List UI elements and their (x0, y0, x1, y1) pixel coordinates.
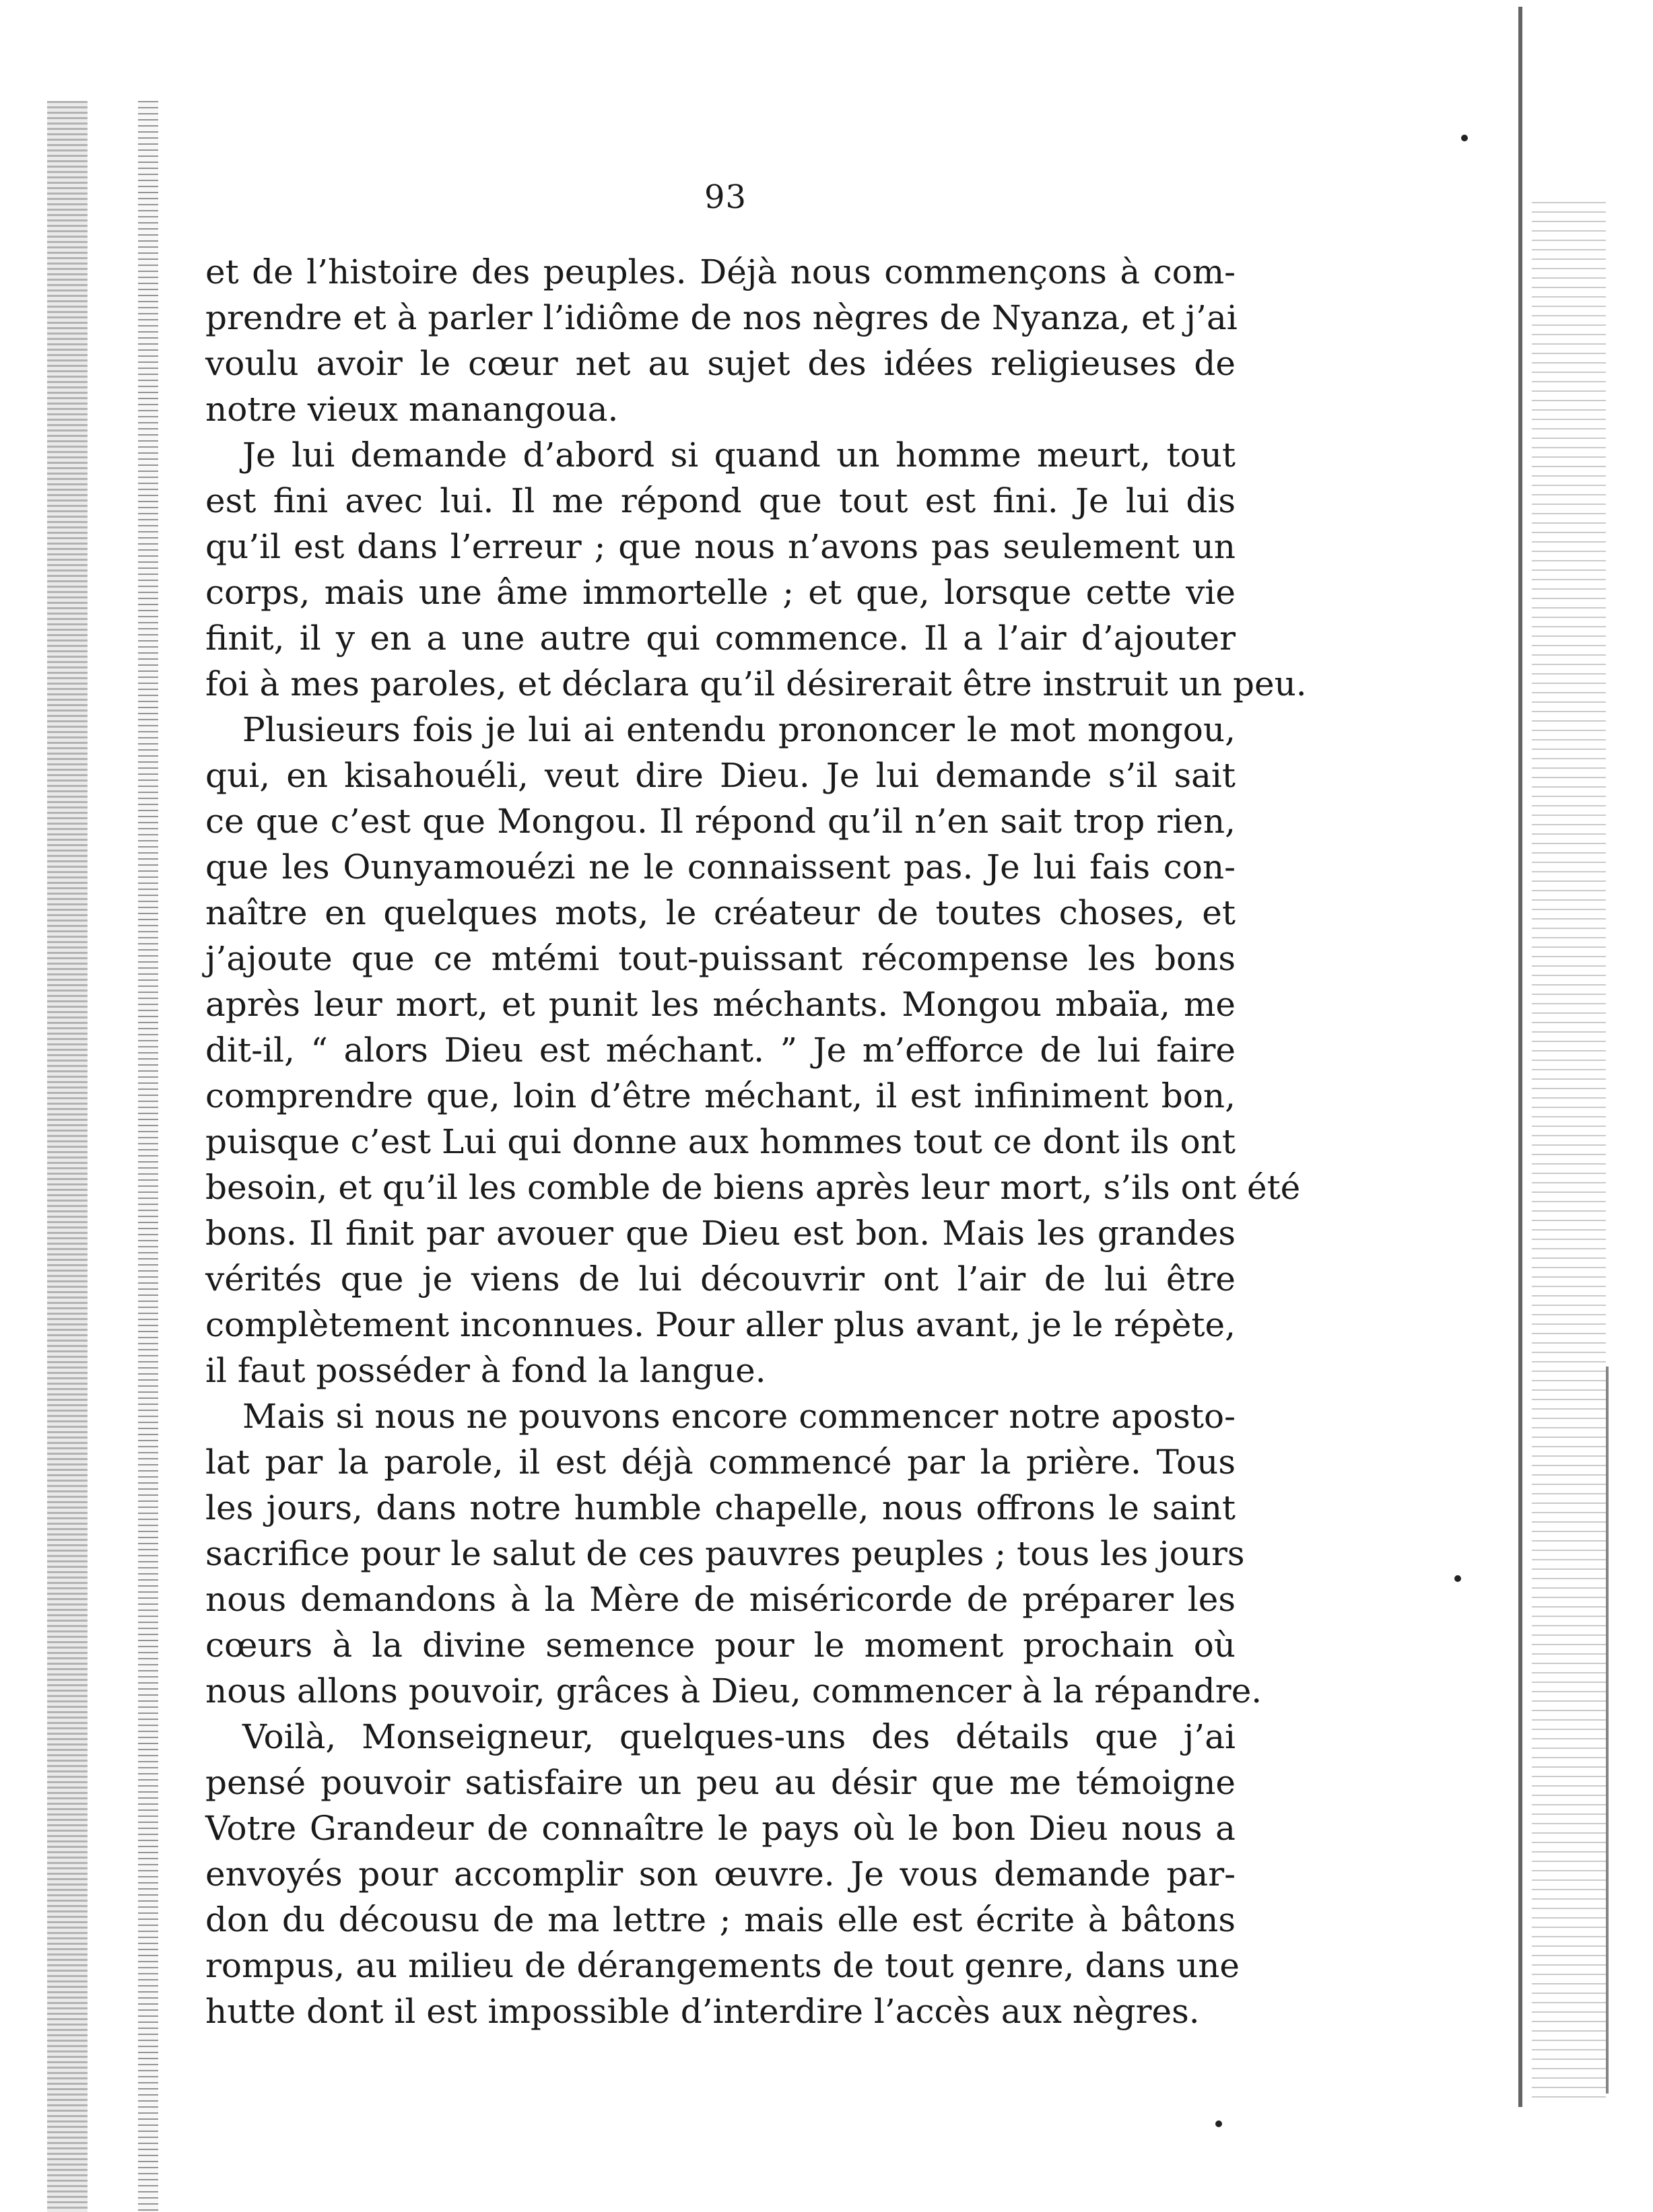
text-line: comprendre que, loin d’être méchant, il est infiniment bon, (205, 1076, 1236, 1115)
text-line: qu’il est dans l’erreur ; que nous n’avons pas seulement un (205, 527, 1236, 566)
text-line: corps, mais une âme immortelle ; et que, lorsque cette vie (205, 573, 1236, 612)
text-line: Mais si nous ne pouvons encore commencer notre aposto- (242, 1397, 1236, 1436)
text-line: vérités que je viens de lui découvrir ont l’air de lui être (205, 1259, 1236, 1299)
page-number: 93 (704, 178, 747, 216)
text-line: sacrifice pour le salut de ces pauvres peuples ; tous les jours (205, 1534, 1245, 1573)
scan-edge-left-inner (138, 101, 158, 2212)
scan-edge-right-texture (1532, 202, 1606, 2100)
text-line: est fini avec lui. Il me répond que tout est fini. Je lui dis (205, 481, 1236, 520)
text-line: Je lui demande d’abord si quand un homme meurt, tout (242, 436, 1236, 475)
text-line: ce que c’est que Mongou. Il répond qu’il n’en sait trop rien, (205, 802, 1236, 841)
text-line: bons. Il finit par avouer que Dieu est bon. Mais les grandes (205, 1214, 1236, 1253)
text-line: cœurs à la divine semence pour le moment prochain où (205, 1626, 1236, 1665)
scan-speck (1461, 135, 1468, 141)
scan-speck (1454, 1575, 1461, 1582)
text-line: complètement inconnues. Pour aller plus avant, je le répète, (205, 1305, 1236, 1344)
text-line: que les Ounyamouézi ne le connaissent pas. Je lui fais con- (205, 848, 1236, 887)
scan-edge-right (1518, 7, 1522, 2107)
text-line: envoyés pour accomplir son œuvre. Je vous demande par- (205, 1855, 1236, 1894)
text-line: Voilà, Monseigneur, quelques-uns des détails que j’ai (242, 1717, 1236, 1756)
text-line: nous allons pouvoir, grâces à Dieu, commencer à la répandre. (205, 1671, 1262, 1710)
text-line: lat par la parole, il est déjà commencé par la prière. Tous (205, 1443, 1236, 1482)
body-text (205, 249, 1307, 2034)
text-line: j’ajoute que ce mtémi tout-puissant récompense les bons (205, 939, 1236, 978)
text-line: nous demandons à la Mère de miséricorde de préparer les (205, 1580, 1236, 1619)
text-line: hutte dont il est impossible d’interdire l’accès aux nègres. (205, 1992, 1200, 2031)
text-line: après leur mort, et punit les méchants. Mongou mbaïa, me (205, 985, 1236, 1024)
text-line: les jours, dans notre humble chapelle, nous offrons le saint (205, 1488, 1236, 1527)
text-line: voulu avoir le cœur net au sujet des idées religieuses de (205, 344, 1236, 383)
scan-edge-right-line (1606, 1367, 1609, 2094)
text-line: dit-il, “ alors Dieu est méchant. ” Je m’efforce de lui faire (205, 1031, 1236, 1070)
text-line: et de l’histoire des peuples. Déjà nous commençons à com- (205, 252, 1236, 291)
text-line: finit, il y en a une autre qui commence. Il a l’air d’ajouter (205, 619, 1236, 658)
text-line: Plusieurs fois je lui ai entendu prononcer le mot mongou, (242, 710, 1236, 749)
text-line: Votre Grandeur de connaître le pays où le bon Dieu nous a (205, 1809, 1236, 1848)
text-line: besoin, et qu’il les comble de biens après leur mort, s’ils ont été (205, 1168, 1301, 1207)
text-line: qui, en kisahouéli, veut dire Dieu. Je lui demande s’il sait (205, 756, 1236, 795)
text-line: pensé pouvoir satisfaire un peu au désir que me témoigne (205, 1763, 1236, 1802)
text-line: rompus, au milieu de dérangements de tout genre, dans une (205, 1946, 1240, 1985)
scan-edge-left (47, 101, 88, 2212)
scan-speck (1215, 2120, 1222, 2127)
text-line: puisque c’est Lui qui donne aux hommes tout ce dont ils ont (205, 1122, 1236, 1161)
text-line: don du décousu de ma lettre ; mais elle est écrite à bâtons (205, 1900, 1236, 1939)
text-line: naître en quelques mots, le créateur de toutes choses, et (205, 893, 1236, 932)
text-line: prendre et à parler l’idiôme de nos nègres de Nyanza, et j’ai (205, 298, 1238, 337)
text-line: notre vieux manangoua. (205, 390, 619, 429)
text-line: il faut posséder à fond la langue. (205, 1351, 766, 1390)
text-line: foi à mes paroles, et déclara qu’il désirerait être instruit un peu. (205, 664, 1307, 703)
